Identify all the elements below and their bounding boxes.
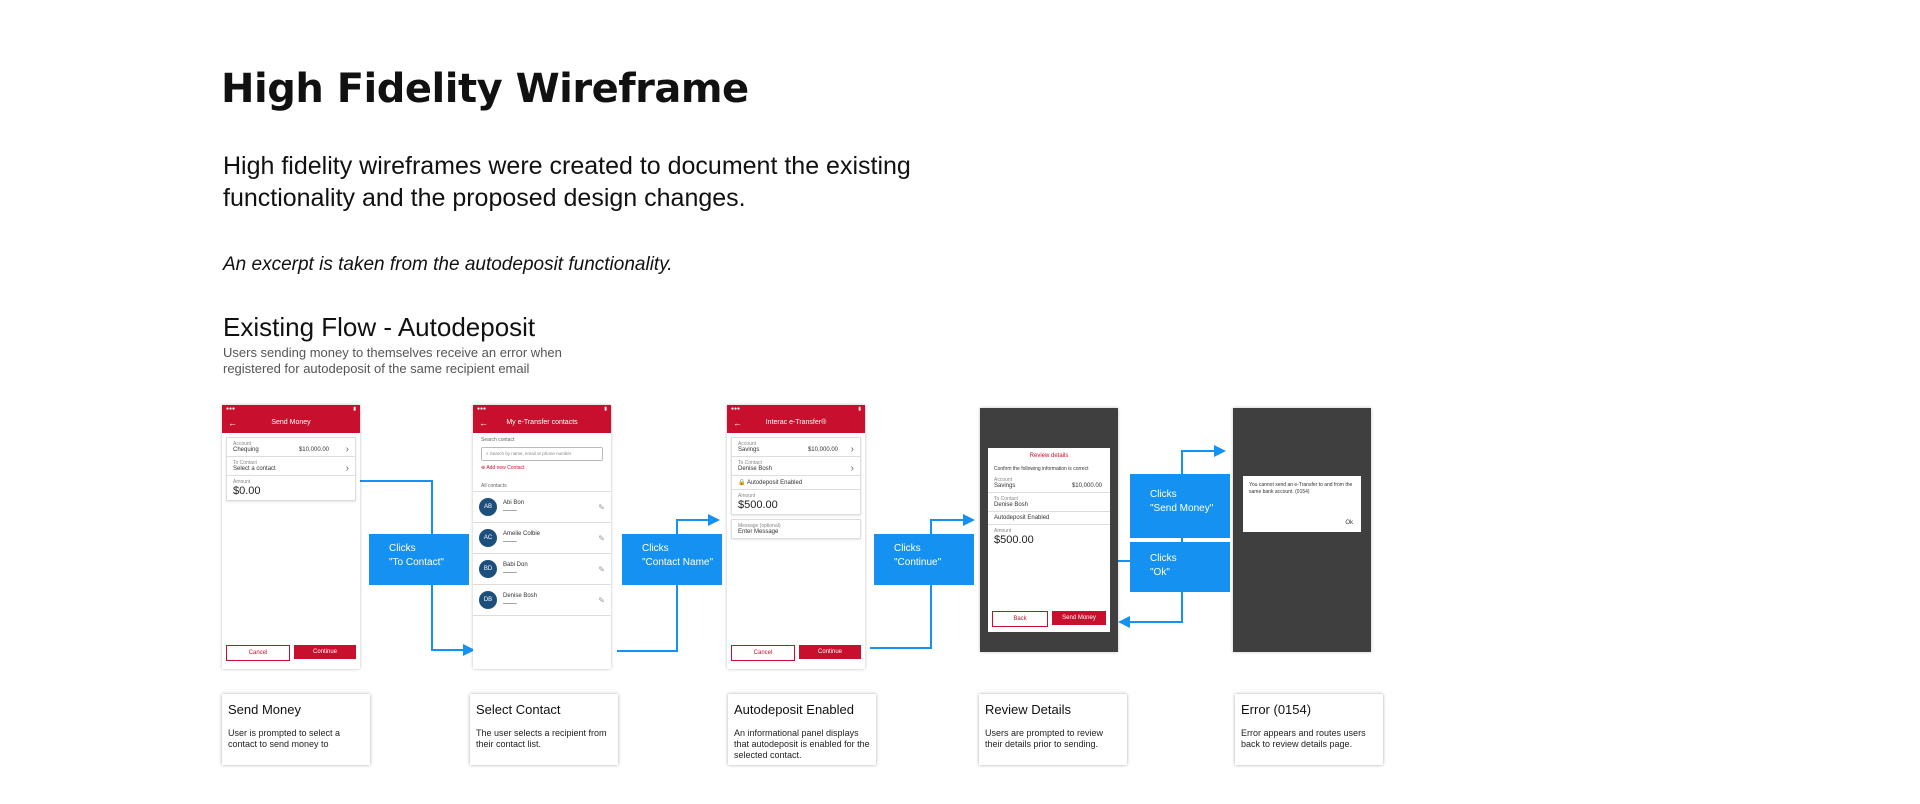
to-contact-value: Denise Bosh [738, 466, 773, 472]
account-row[interactable] [732, 438, 860, 457]
account-value: Savings [738, 447, 760, 453]
contact-detail-placeholder: ━━━━━ [503, 570, 517, 575]
action-label: Clicks [642, 543, 669, 554]
step-description: An informational panel displays that autodeposit is enabled for the selected contact. [734, 728, 870, 760]
flow-subtitle: Users sending money to themselves receive an error when registered for autodeposit of the same recipient email [223, 345, 562, 376]
app-bar-title: Send Money [271, 419, 311, 426]
chevron-right-icon: › [850, 444, 854, 455]
message-card [731, 519, 861, 539]
to-contact-row[interactable] [732, 457, 860, 476]
action-value: "To Contact" [389, 557, 444, 568]
action-label: Clicks [1150, 553, 1177, 564]
to-contact-label: To Contact [994, 496, 1018, 502]
autodeposit-panel [732, 476, 860, 490]
to-contact-value: Denise Bosh [994, 502, 1029, 508]
contact-row[interactable] [473, 523, 611, 554]
app-bar-title: Interac e-Transfer® [765, 419, 827, 426]
to-contact-row [988, 493, 1110, 512]
cancel-button[interactable]: Cancel [226, 645, 290, 661]
avatar: AC [479, 529, 497, 547]
search-placeholder: Search by name, email or phone number [489, 451, 572, 456]
transfer-card [731, 437, 861, 515]
contact-name: Amelie Colbie [503, 531, 541, 537]
message-placeholder: Enter Message [738, 529, 779, 535]
step-card-select-contact [470, 694, 618, 765]
action-label: Clicks [1150, 489, 1177, 500]
excerpt-note: An excerpt is taken from the autodeposit functionality. [223, 254, 673, 275]
account-value: Chequing [233, 447, 259, 453]
account-label: Account [233, 441, 252, 447]
app-bar [727, 413, 865, 433]
account-amount: $10,000.00 [1071, 483, 1102, 489]
search-label: Search contact [481, 437, 515, 443]
step-title: Review Details [985, 702, 1071, 717]
amount-value: $0.00 [233, 485, 261, 497]
action-send-money [1130, 474, 1230, 538]
contact-name: Abi Bon [503, 500, 525, 506]
back-arrow-icon[interactable]: ← [479, 418, 488, 428]
arrow-5 [1182, 451, 1224, 474]
to-contact-value: Select a contact [233, 466, 276, 472]
contact-row[interactable] [473, 585, 611, 616]
transfer-card [226, 437, 356, 501]
contact-name: Babi Don [503, 562, 528, 568]
arrow-7 [1120, 592, 1182, 622]
edit-icon[interactable]: ✎ [598, 533, 605, 543]
autodeposit-title: Autodeposit Enabled [994, 515, 1050, 521]
add-contact-link[interactable] [473, 461, 611, 475]
app-bar-title: My e-Transfer contacts [506, 419, 578, 426]
step-description: User is prompted to select a contact to send money to [228, 728, 341, 749]
action-label: Clicks [389, 543, 416, 554]
account-row[interactable] [227, 438, 355, 457]
action-value: "Continue" [894, 557, 942, 568]
cancel-button[interactable]: Cancel [731, 645, 795, 661]
contact-detail-placeholder: ━━━━━ [503, 539, 517, 544]
step-card-error [1235, 694, 1383, 765]
amount-value: $500.00 [738, 499, 778, 511]
ok-button[interactable]: Ok [1345, 520, 1353, 526]
avatar: BD [479, 560, 497, 578]
back-arrow-icon[interactable]: ← [228, 418, 237, 428]
account-label: Account [738, 441, 757, 447]
status-bar: ●●● ▮ [473, 405, 611, 413]
amount-row [988, 525, 1110, 549]
step-description: Users are prompted to review their details prior to sending. [985, 728, 1104, 749]
step-title: Send Money [228, 702, 301, 717]
action-contact-name [622, 534, 722, 585]
amount-row[interactable] [227, 476, 355, 500]
amount-label: Amount [233, 479, 251, 485]
screen-review-details [980, 408, 1118, 652]
account-amount: $10,000.00 [807, 447, 838, 453]
amount-value: $500.00 [994, 534, 1034, 546]
status-bar: ●●● ▮ [727, 405, 865, 413]
to-contact-label: To Contact [738, 460, 762, 466]
step-card-autodeposit [728, 694, 876, 765]
contact-detail-placeholder: ━━━━━ [503, 508, 517, 513]
contact-row[interactable] [473, 554, 611, 585]
account-amount: $10,000.00 [298, 447, 329, 453]
autodeposit-title: Autodeposit Enabled [746, 480, 803, 486]
review-modal [988, 448, 1110, 632]
contact-name: Denise Bosh [503, 593, 538, 599]
screen-send-money [222, 405, 360, 669]
flow-title: Existing Flow - Autodeposit [223, 312, 536, 342]
back-button[interactable]: Back [992, 611, 1048, 627]
step-title: Autodeposit Enabled [734, 702, 854, 717]
step-card-send-money [222, 694, 370, 765]
account-value: Savings [994, 483, 1016, 489]
contact-detail-placeholder: ━━━━━ [503, 601, 517, 606]
step-title: Select Contact [476, 702, 561, 717]
avatar: AB [479, 498, 497, 516]
amount-label: Amount [994, 528, 1012, 534]
all-contacts-label: All contacts [481, 483, 507, 489]
app-bar [222, 413, 360, 433]
action-ok [1130, 542, 1230, 592]
action-value: "Ok" [1150, 567, 1170, 578]
error-message: You cannot send an e-Transfer to and from the same bank account. (0154) [1249, 482, 1353, 495]
edit-icon[interactable]: ✎ [598, 502, 605, 512]
message-field[interactable] [732, 520, 860, 538]
continue-button[interactable]: Continue [294, 645, 356, 659]
amount-row[interactable] [732, 490, 860, 514]
screen-select-contact [473, 405, 611, 669]
error-dialog [1243, 476, 1361, 532]
action-value: "Contact Name" [642, 557, 714, 568]
add-person-icon: ⊕ [481, 465, 487, 471]
autodeposit-panel [988, 512, 1110, 525]
add-contact-label: Add new Contact [486, 465, 525, 471]
status-bar: ●●● ▮ [222, 405, 360, 413]
intro-text: High fidelity wireframes were created to document the existing functionality and the proposed design changes. [223, 152, 911, 212]
back-arrow-icon[interactable]: ← [733, 418, 742, 428]
account-label: Account [994, 477, 1013, 483]
review-confirm-text: Confirm the following information is correct [994, 466, 1089, 472]
account-row [988, 474, 1110, 493]
review-title: Review details [1029, 453, 1069, 459]
contact-row[interactable] [473, 492, 611, 523]
page-title: High Fidelity Wireframe [221, 66, 749, 112]
lock-icon: 🔒 [738, 480, 747, 486]
action-value: "Send Money" [1150, 503, 1214, 514]
action-label: Clicks [894, 543, 921, 554]
edit-icon[interactable]: ✎ [598, 564, 605, 574]
step-description: Error appears and routes users back to review details page. [1241, 728, 1366, 749]
chevron-right-icon: › [345, 463, 349, 474]
send-money-button[interactable]: Send Money [1052, 611, 1106, 625]
screen-error [1233, 408, 1371, 652]
chevron-right-icon: › [345, 444, 349, 455]
step-title: Error (0154) [1241, 702, 1312, 717]
avatar: DB [479, 591, 497, 609]
to-contact-label: To Contact [233, 460, 257, 466]
chevron-right-icon: › [850, 463, 854, 474]
search-icon: ⌕ [486, 451, 490, 456]
amount-label: Amount [738, 493, 756, 499]
search-input[interactable] [481, 447, 603, 461]
app-bar [473, 413, 611, 433]
step-description: The user selects a recipient from their contact list. [476, 728, 607, 749]
to-contact-row[interactable] [227, 457, 355, 476]
message-label: Message (optional) [738, 523, 781, 529]
continue-button[interactable]: Continue [799, 645, 861, 659]
action-to-contact [369, 534, 469, 585]
step-card-review-details [979, 694, 1127, 765]
action-continue [874, 534, 974, 585]
edit-icon[interactable]: ✎ [598, 595, 605, 605]
screen-autodeposit-enabled [727, 405, 865, 669]
